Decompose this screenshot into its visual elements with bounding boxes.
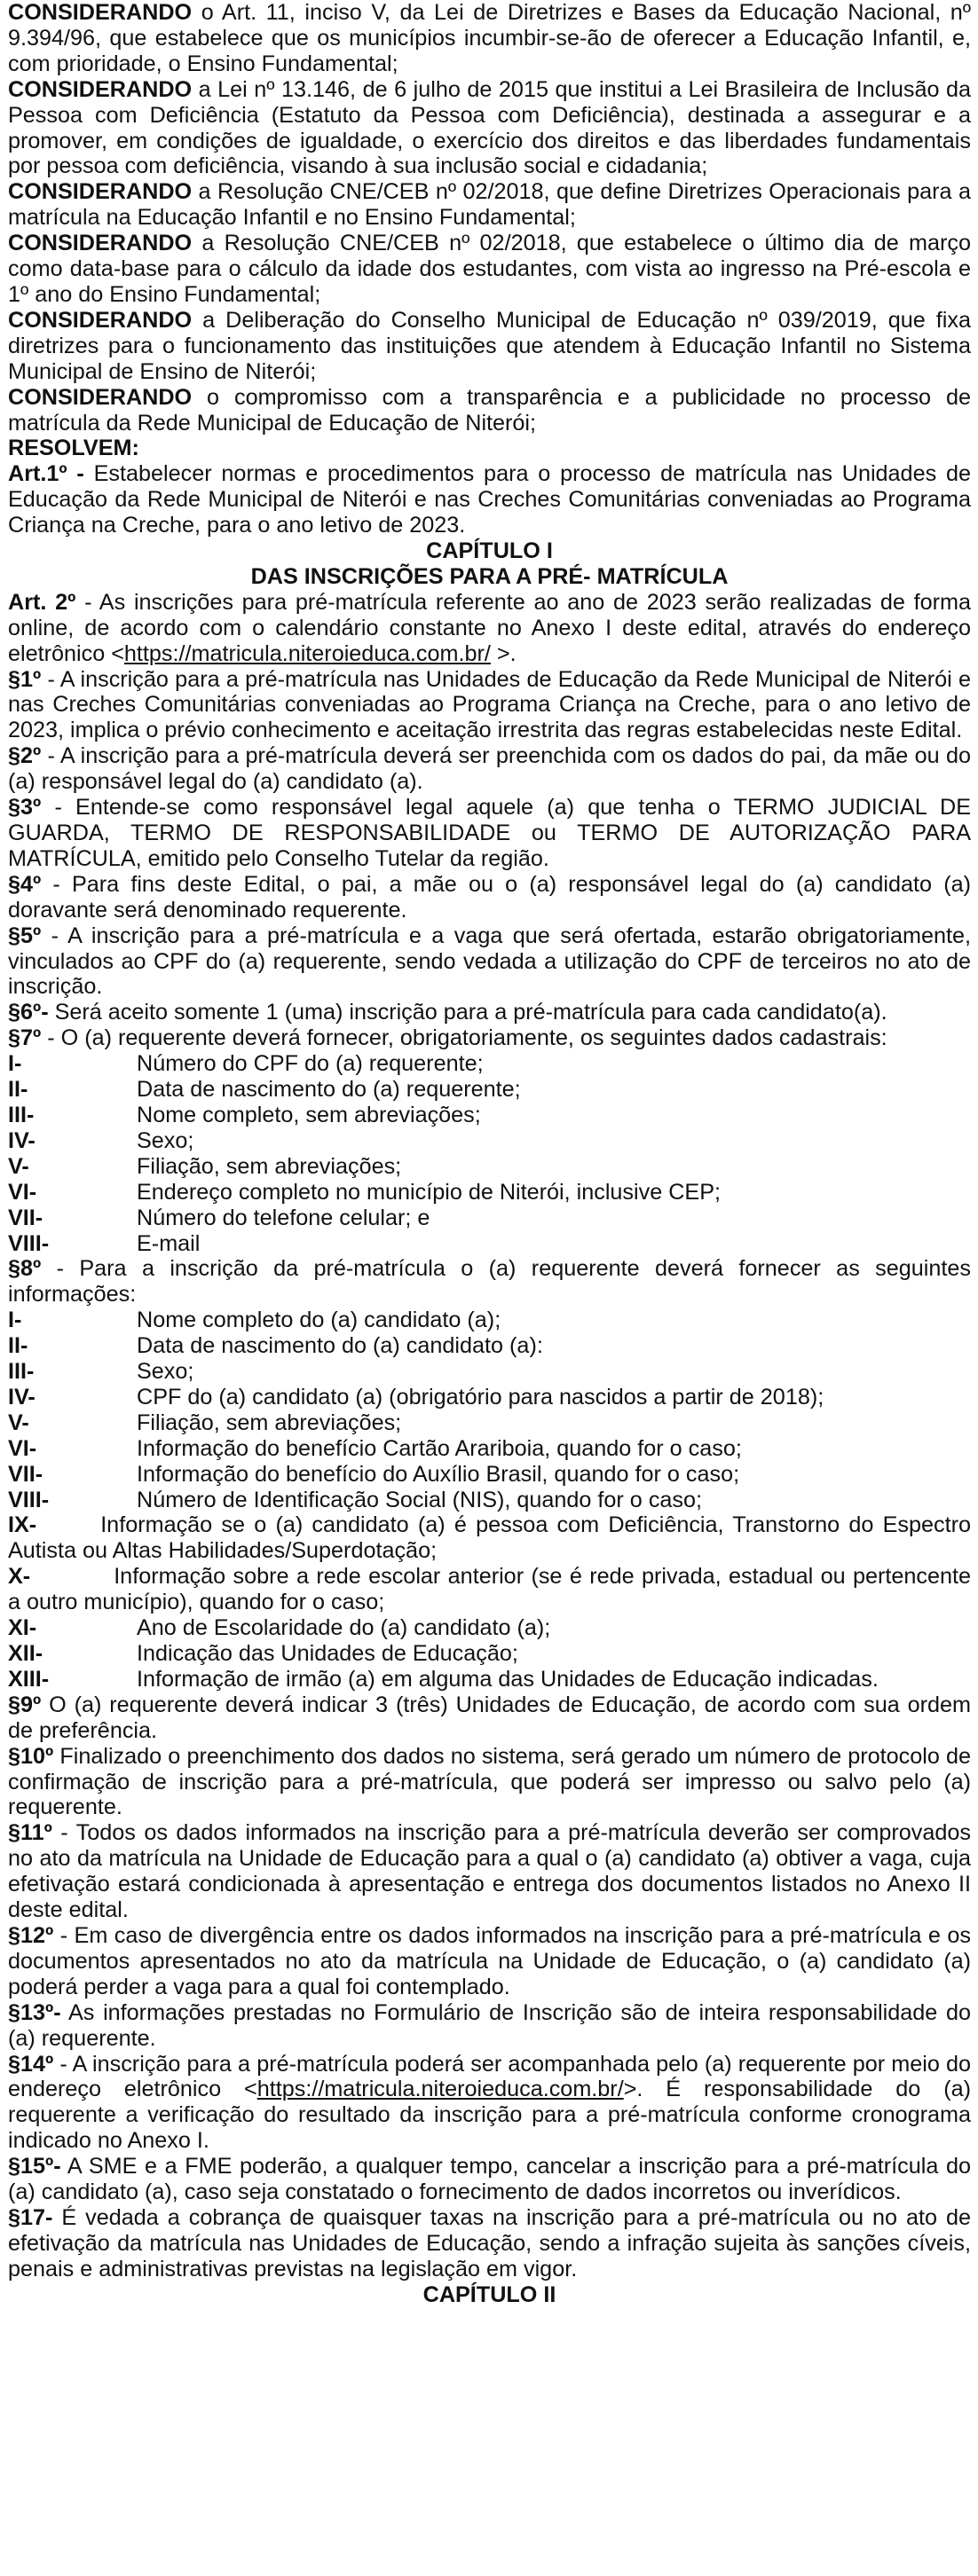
considerando-paragraph <box>8 385 971 436</box>
resolvem-heading: RESOLVEM: <box>8 436 139 461</box>
list-item-number: XII- <box>8 1641 43 1666</box>
list-item-text: E-mail <box>137 1230 201 1256</box>
list-item <box>8 1180 971 1206</box>
paragraph-keyword: §1º <box>8 666 42 692</box>
list-item-text: Informação sobre a rede escolar anterior (se é rede privada, estadual ou pertencente a outro município), quando for o caso; <box>8 1564 971 1615</box>
list-item-text: Indicação das Unidades de Educação; <box>137 1641 518 1666</box>
list-item-text: Sexo; <box>137 1127 194 1153</box>
list-item-text: Informação do benefício do Auxílio Brasil, quando for o caso; <box>137 1461 740 1487</box>
list-item-text: Endereço completo no município de Niterói, inclusive CEP; <box>137 1179 721 1205</box>
paragraph-text: - A inscrição para a pré-matrícula e a vaga que será ofertada, estarão obrigatoriamente, vinculados ao CPF do (a) requerente, sendo vedada a utilização do CPF de terceiros no ato de inscrição. <box>8 923 971 1000</box>
paragraph-keyword: §9º <box>8 1692 42 1717</box>
paragraph-text: - A inscrição para a pré-matrícula deverá ser preenchida com os dados do pai, da mãe ou do (a) responsável legal do (a) candidato (a). <box>8 743 971 795</box>
list-item-number: I- <box>8 1308 22 1333</box>
article-2 <box>8 590 971 667</box>
paragraph-keyword: §11º <box>8 1820 52 1846</box>
paragraph-7 <box>8 1025 971 1051</box>
list-item-number: III- <box>8 1102 35 1127</box>
list-item-number: IX- <box>8 1512 37 1538</box>
considerando-text: o compromisso com a transparência e a publicidade no processo de matrícula da Rede Municipal de Educação de Niterói; <box>8 384 971 436</box>
list-item-text: Informação do benefício Cartão Arariboia, quando for o caso; <box>137 1435 742 1461</box>
chapter-1-subtitle: DAS INSCRIÇÕES PARA A PRÉ- MATRÍCULA <box>250 563 729 589</box>
article-text-tail: >. <box>490 640 517 666</box>
paragraph-text: - Todos os dados informados na inscrição para a pré-matrícula deverão ser comprovados no ato da matrícula na Unidade de Educação para a qual o (a) candidato (a) obtiver a vaga, cuja efetivação estará condicionada à apresentação e entrega dos documentos listados no Anexo II deste edital. <box>8 1820 971 1923</box>
considerando-keyword: CONSIDERANDO <box>8 231 193 256</box>
considerando-keyword: CONSIDERANDO <box>8 307 193 333</box>
list-item-text: Filiação, sem abreviações; <box>137 1153 402 1179</box>
list-item-number: VII- <box>8 1205 43 1230</box>
list-item-text: Data de nascimento do (a) candidato (a): <box>137 1333 543 1359</box>
list-item-text: Filiação, sem abreviações; <box>137 1410 402 1435</box>
list-item-text: Número do telefone celular; e <box>137 1205 430 1230</box>
list-7 <box>8 1051 971 1256</box>
paragraph-9 <box>8 1692 971 1744</box>
paragraph-keyword: §4º <box>8 871 42 897</box>
list-item <box>8 1154 971 1180</box>
paragraph-12 <box>8 1923 971 2000</box>
paragraph-keyword: §5º <box>8 923 42 948</box>
paragraph-keyword: §8º <box>8 1256 42 1282</box>
paragraph-text: É vedada a cobrança de quaisquer taxas na inscrição para a pré-matrícula ou no ato de efetivação da matrícula nas Unidades de Educação, sendo a infração sujeita às sanções cíveis, penais e administrativas previstas na legislação em vigor. <box>8 2204 971 2281</box>
paragraph-text: Finalizado o preenchimento dos dados no sistema, será gerado um número de protocolo de confirmação de inscrição para a pré-matrícula, que poderá ser impresso ou salvo pelo (a) requerente. <box>8 1743 971 1820</box>
list-item-number: XIII- <box>8 1666 50 1692</box>
paragraph-keyword: §10º <box>8 1743 54 1769</box>
paragraph-14 <box>8 2052 971 2155</box>
list-item-text: Número de Identificação Social (NIS), quando for o caso; <box>137 1487 703 1512</box>
list-item-number: VII- <box>8 1461 43 1487</box>
considerando-text: o Art. 11, inciso V, da Lei de Diretrizes e Bases da Educação Nacional, nº 9.394/96, que estabelece que os municípios incumbir-se-ão de oferecer a Educação Infantil, e, com prioridade, o Ensino Fundamental; <box>8 0 971 76</box>
paragraph-4 <box>8 872 971 923</box>
list-item <box>8 1641 971 1667</box>
paragraph-text-tail: >. É responsabilidade do (a) requerente a verificação do resultado da inscrição para a pré-matrícula conforme cronograma indicado no Anexo I. <box>8 2077 971 2154</box>
list-item <box>8 1359 971 1385</box>
paragraph-keyword: §7º <box>8 1025 42 1051</box>
list-item-text: Data de nascimento do (a) requerente; <box>137 1077 521 1103</box>
list-item-number: VI- <box>8 1435 37 1461</box>
list-item <box>8 1488 971 1513</box>
list-item-number: VI- <box>8 1179 37 1205</box>
considerando-keyword: CONSIDERANDO <box>8 179 193 205</box>
considerando-text: a Deliberação do Conselho Municipal de Educação nº 039/2019, que fixa diretrizes para o funcionamento das instituições que atendem à Educação Infantil no Sistema Municipal de Ensino de Niterói; <box>8 307 971 384</box>
list-item <box>8 1077 971 1103</box>
paragraph-11 <box>8 1820 971 1923</box>
list-item-text: Informação de irmão (a) em alguma das Unidades de Educação indicadas. <box>137 1666 879 1692</box>
list-item-number: I- <box>8 1051 22 1077</box>
paragraph-13 <box>8 2000 971 2052</box>
paragraph-keyword: §2º <box>8 743 42 769</box>
list-item-number: X- <box>8 1564 31 1590</box>
considerando-paragraph <box>8 0 971 77</box>
list-item-number: II- <box>8 1077 28 1103</box>
paragraph-keyword: §15º- <box>8 2154 61 2179</box>
list-item <box>8 1564 971 1615</box>
list-item-number: III- <box>8 1359 35 1385</box>
paragraph-keyword: §12º <box>8 1922 54 1948</box>
matricula-link[interactable]: https://matricula.niteroieduca.com.br/ <box>123 640 491 666</box>
list-item <box>8 1103 971 1128</box>
paragraph-text: A SME e a FME poderão, a qualquer tempo, cancelar a inscrição para a pré-matrícula do (a) candidato (a), caso seja constatado o fornecimento de dados incorretos ou inverídicos. <box>8 2154 971 2205</box>
paragraph-text: As informações prestadas no Formulário de Inscrição são de inteira responsabilidade do (a) requerente. <box>8 1999 971 2051</box>
list-item-number: IV- <box>8 1127 35 1153</box>
list-item-text: Ano de Escolaridade do (a) candidato (a); <box>137 1615 551 1641</box>
list-item <box>8 1308 971 1333</box>
list-item <box>8 1385 971 1410</box>
article-keyword: Art.1º - <box>8 461 84 487</box>
considerando-text: a Lei nº 13.146, de 6 julho de 2015 que institui a Lei Brasileira de Inclusão da Pessoa com Deficiência (Estatuto da Pessoa com Deficiência), destinada a assegurar e a promover, em condições de igualdade, o exercício dos direitos e das liberdades fundamentais por pessoa com deficiência, visando à sua inclusão social e cidadania; <box>8 76 971 179</box>
considerando-paragraph <box>8 231 971 308</box>
list-item <box>8 1128 971 1154</box>
paragraph-text: - Entende-se como responsável legal aquele (a) que tenha o TERMO JUDICIAL DE GUARDA, TERMO DE RESPONSABILIDADE ou TERMO DE AUTORIZAÇÃO PARA MATRÍCULA, emitido pelo Conselho Tutelar da região. <box>8 795 971 871</box>
paragraph-17 <box>8 2205 971 2282</box>
list-item-number: VIII- <box>8 1230 50 1256</box>
considerando-keyword: CONSIDERANDO <box>8 0 193 25</box>
considerando-keyword: CONSIDERANDO <box>8 76 193 102</box>
paragraph-10 <box>8 1744 971 1821</box>
matricula-link[interactable]: https://matricula.niteroieduca.com.br/ <box>256 2077 624 2102</box>
list-item-number: V- <box>8 1153 29 1179</box>
paragraph-text: - O (a) requerente deverá fornecer, obrigatoriamente, os seguintes dados cadastrais: <box>41 1025 887 1051</box>
list-item <box>8 1462 971 1488</box>
paragraph-keyword: §13º- <box>8 1999 61 2025</box>
paragraph-text: O (a) requerente deverá indicar 3 (três) Unidades de Educação, de acordo com sua ordem de preferência. <box>8 1692 971 1743</box>
article-keyword: Art. 2º <box>8 589 76 615</box>
list-item <box>8 1231 971 1257</box>
list-item <box>8 1206 971 1231</box>
list-item-text: Nome completo do (a) candidato (a); <box>137 1308 501 1333</box>
list-item-number: V- <box>8 1410 29 1435</box>
paragraph-keyword: §14º <box>8 2051 54 2077</box>
considerando-keyword: CONSIDERANDO <box>8 384 193 410</box>
considerando-paragraph <box>8 77 971 180</box>
paragraph-15 <box>8 2154 971 2205</box>
list-item <box>8 1436 971 1462</box>
paragraph-3 <box>8 795 971 872</box>
chapter-2-title: CAPÍTULO II <box>422 2281 556 2307</box>
article-text: Estabelecer normas e procedimentos para o processo de matrícula nas Unidades de Educação da Rede Municipal de Niterói e nas Creches Comunitárias conveniadas ao Programa Criança na Creche, para o ano letivo de 2023. <box>8 461 971 538</box>
considerando-paragraph <box>8 179 971 231</box>
paragraph-6 <box>8 1000 971 1025</box>
list-item-text: Sexo; <box>137 1359 194 1385</box>
paragraph-text: Será aceito somente 1 (uma) inscrição para a pré-matrícula para cada candidato(a). <box>48 1000 887 1025</box>
list-item-text: Informação se o (a) candidato (a) é pessoa com Deficiência, Transtorno do Espectro Autista ou Altas Habilidades/Superdotação; <box>8 1512 971 1564</box>
paragraph-text: - Para a inscrição da pré-matrícula o (a) requerente deverá fornecer as seguintes informações: <box>8 1256 971 1308</box>
paragraph-1 <box>8 667 971 744</box>
article-1 <box>8 461 971 538</box>
list-item <box>8 1615 971 1641</box>
chapter-1-title: CAPÍTULO I <box>426 538 553 564</box>
paragraph-text: - A inscrição para a pré-matrícula nas Unidades de Educação da Rede Municipal de Niterói e nas Creches Comunitárias conveniadas ao Programa Criança na Creche, para o ano letivo de 2023, implica o prévio conhecimento e aceitação irrestrita das regras estabelecidas neste Edital. <box>8 666 971 743</box>
list-item-text: Número do CPF do (a) requerente; <box>137 1051 484 1077</box>
list-item-number: IV- <box>8 1384 35 1410</box>
article-text: - As inscrições para pré-matrícula referente ao ano de 2023 serão realizadas de forma online, de acordo com o calendário constante no Anexo I deste edital, através do endereço eletrônico < <box>8 589 971 666</box>
paragraph-text: - A inscrição para a pré-matrícula poderá ser acompanhada pelo (a) requerente por meio do endereço eletrônico < <box>8 2051 971 2102</box>
list-item-text: Nome completo, sem abreviações; <box>137 1102 481 1127</box>
considerando-paragraph <box>8 308 971 385</box>
list-8 <box>8 1308 971 1692</box>
paragraph-2 <box>8 743 971 795</box>
list-item <box>8 1051 971 1077</box>
paragraph-text: - Em caso de divergência entre os dados informados na inscrição para a pré-matrícula e os documentos apresentados no ato da matrícula na Unidade de Educação, o (a) candidato (a) poderá perder a vaga para a qual foi contemplado. <box>8 1922 971 1999</box>
list-item-number: VIII- <box>8 1487 50 1512</box>
list-item <box>8 1333 971 1359</box>
list-item-number: XI- <box>8 1615 37 1641</box>
list-item <box>8 1512 971 1564</box>
paragraph-text: - Para fins deste Edital, o pai, a mãe ou o (a) responsável legal do (a) candidato (a) doravante será denominado requerente. <box>8 871 971 923</box>
paragraph-keyword: §6º- <box>8 1000 49 1025</box>
list-item <box>8 1667 971 1692</box>
paragraph-8 <box>8 1256 971 1308</box>
list-item-number: II- <box>8 1333 28 1359</box>
paragraph-keyword: §3º <box>8 795 42 821</box>
considerando-text: a Resolução CNE/CEB nº 02/2018, que define Diretrizes Operacionais para a matrícula na Educação Infantil e no Ensino Fundamental; <box>8 179 971 231</box>
paragraph-5 <box>8 923 971 1001</box>
list-item <box>8 1410 971 1436</box>
considerando-text: a Resolução CNE/CEB nº 02/2018, que estabelece o último dia de março como data-base para o cálculo da idade dos estudantes, com vista ao ingresso na Pré-escola e 1º ano do Ensino Fundamental; <box>8 231 971 307</box>
paragraph-keyword: §17- <box>8 2204 53 2230</box>
list-item-text: CPF do (a) candidato (a) (obrigatório para nascidos a partir de 2018); <box>137 1384 824 1410</box>
